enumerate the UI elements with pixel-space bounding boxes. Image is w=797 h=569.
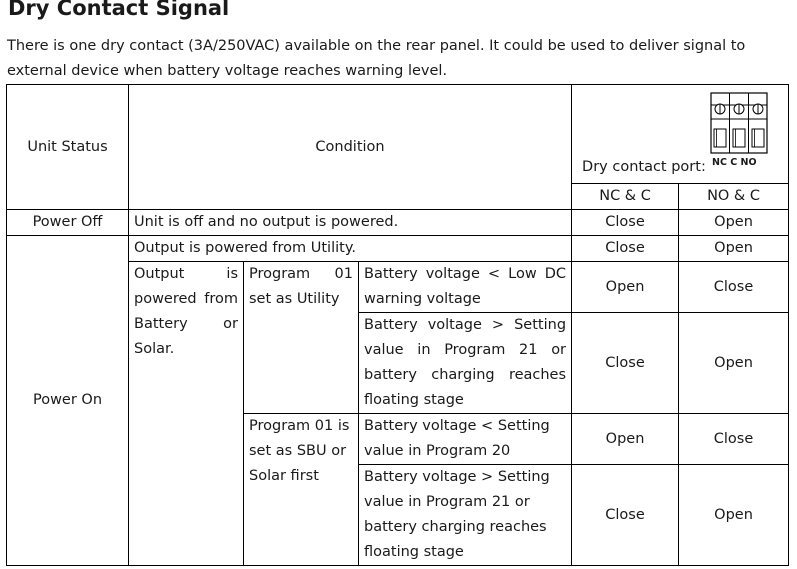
- condition-utility: Output is powered from Utility.: [129, 236, 572, 262]
- utility-low-nc-c: Open: [572, 262, 679, 313]
- dry-contact-port-label: Dry contact port:: [582, 159, 706, 175]
- header-no-c: NO & C: [679, 184, 789, 210]
- header-nc-c: NC & C: [572, 184, 679, 210]
- condition-sbu-high: Battery voltage > Setting value in Program 21 or battery charging reaches floating stage: [359, 465, 572, 566]
- utility-high-no-c: Open: [679, 313, 789, 414]
- table-header-row: [7, 85, 789, 184]
- power-off-nc-c: Close: [572, 210, 679, 236]
- table-row-power-off: [7, 210, 789, 236]
- terminal-pin-labels: NC C NO: [712, 157, 757, 168]
- table-row-utility: [7, 236, 789, 262]
- header-unit-status: Unit Status: [7, 85, 129, 210]
- condition-utility-low: Battery voltage < Low DC warning voltage: [359, 262, 572, 313]
- utility-low-no-c: Close: [679, 262, 789, 313]
- condition-power-off: Unit is off and no output is powered.: [129, 210, 572, 236]
- status-power-on: Power On: [7, 236, 129, 566]
- condition-utility-high: Battery voltage > Setting value in Program 21 or battery charging reaches floating stage: [359, 313, 572, 414]
- sbu-low-no-c: Close: [679, 414, 789, 465]
- utility-nc-c: Close: [572, 236, 679, 262]
- condition-program-utility: Program 01 set as Utility: [244, 262, 359, 414]
- terminal-block-icon: [710, 91, 770, 157]
- utility-high-nc-c: Close: [572, 313, 679, 414]
- header-dry-contact-port: [572, 85, 789, 184]
- sbu-low-nc-c: Open: [572, 414, 679, 465]
- dry-contact-table: [6, 84, 789, 566]
- power-off-no-c: Open: [679, 210, 789, 236]
- condition-battery-solar: Output is powered from Battery or Solar.: [129, 262, 244, 566]
- condition-program-sbu: Program 01 is set as SBU or Solar first: [244, 414, 359, 566]
- status-power-off: Power Off: [7, 210, 129, 236]
- intro-paragraph: There is one dry contact (3A/250VAC) available on the rear panel. It could be used to deliver signal to external device when battery voltage reaches warning level.: [7, 38, 746, 79]
- utility-no-c: Open: [679, 236, 789, 262]
- sbu-high-nc-c: Close: [572, 465, 679, 566]
- sbu-high-no-c: Open: [679, 465, 789, 566]
- page-title: Dry Contact Signal: [8, 0, 230, 20]
- header-condition: Condition: [129, 85, 572, 210]
- condition-sbu-low: Battery voltage < Setting value in Program 20: [359, 414, 572, 465]
